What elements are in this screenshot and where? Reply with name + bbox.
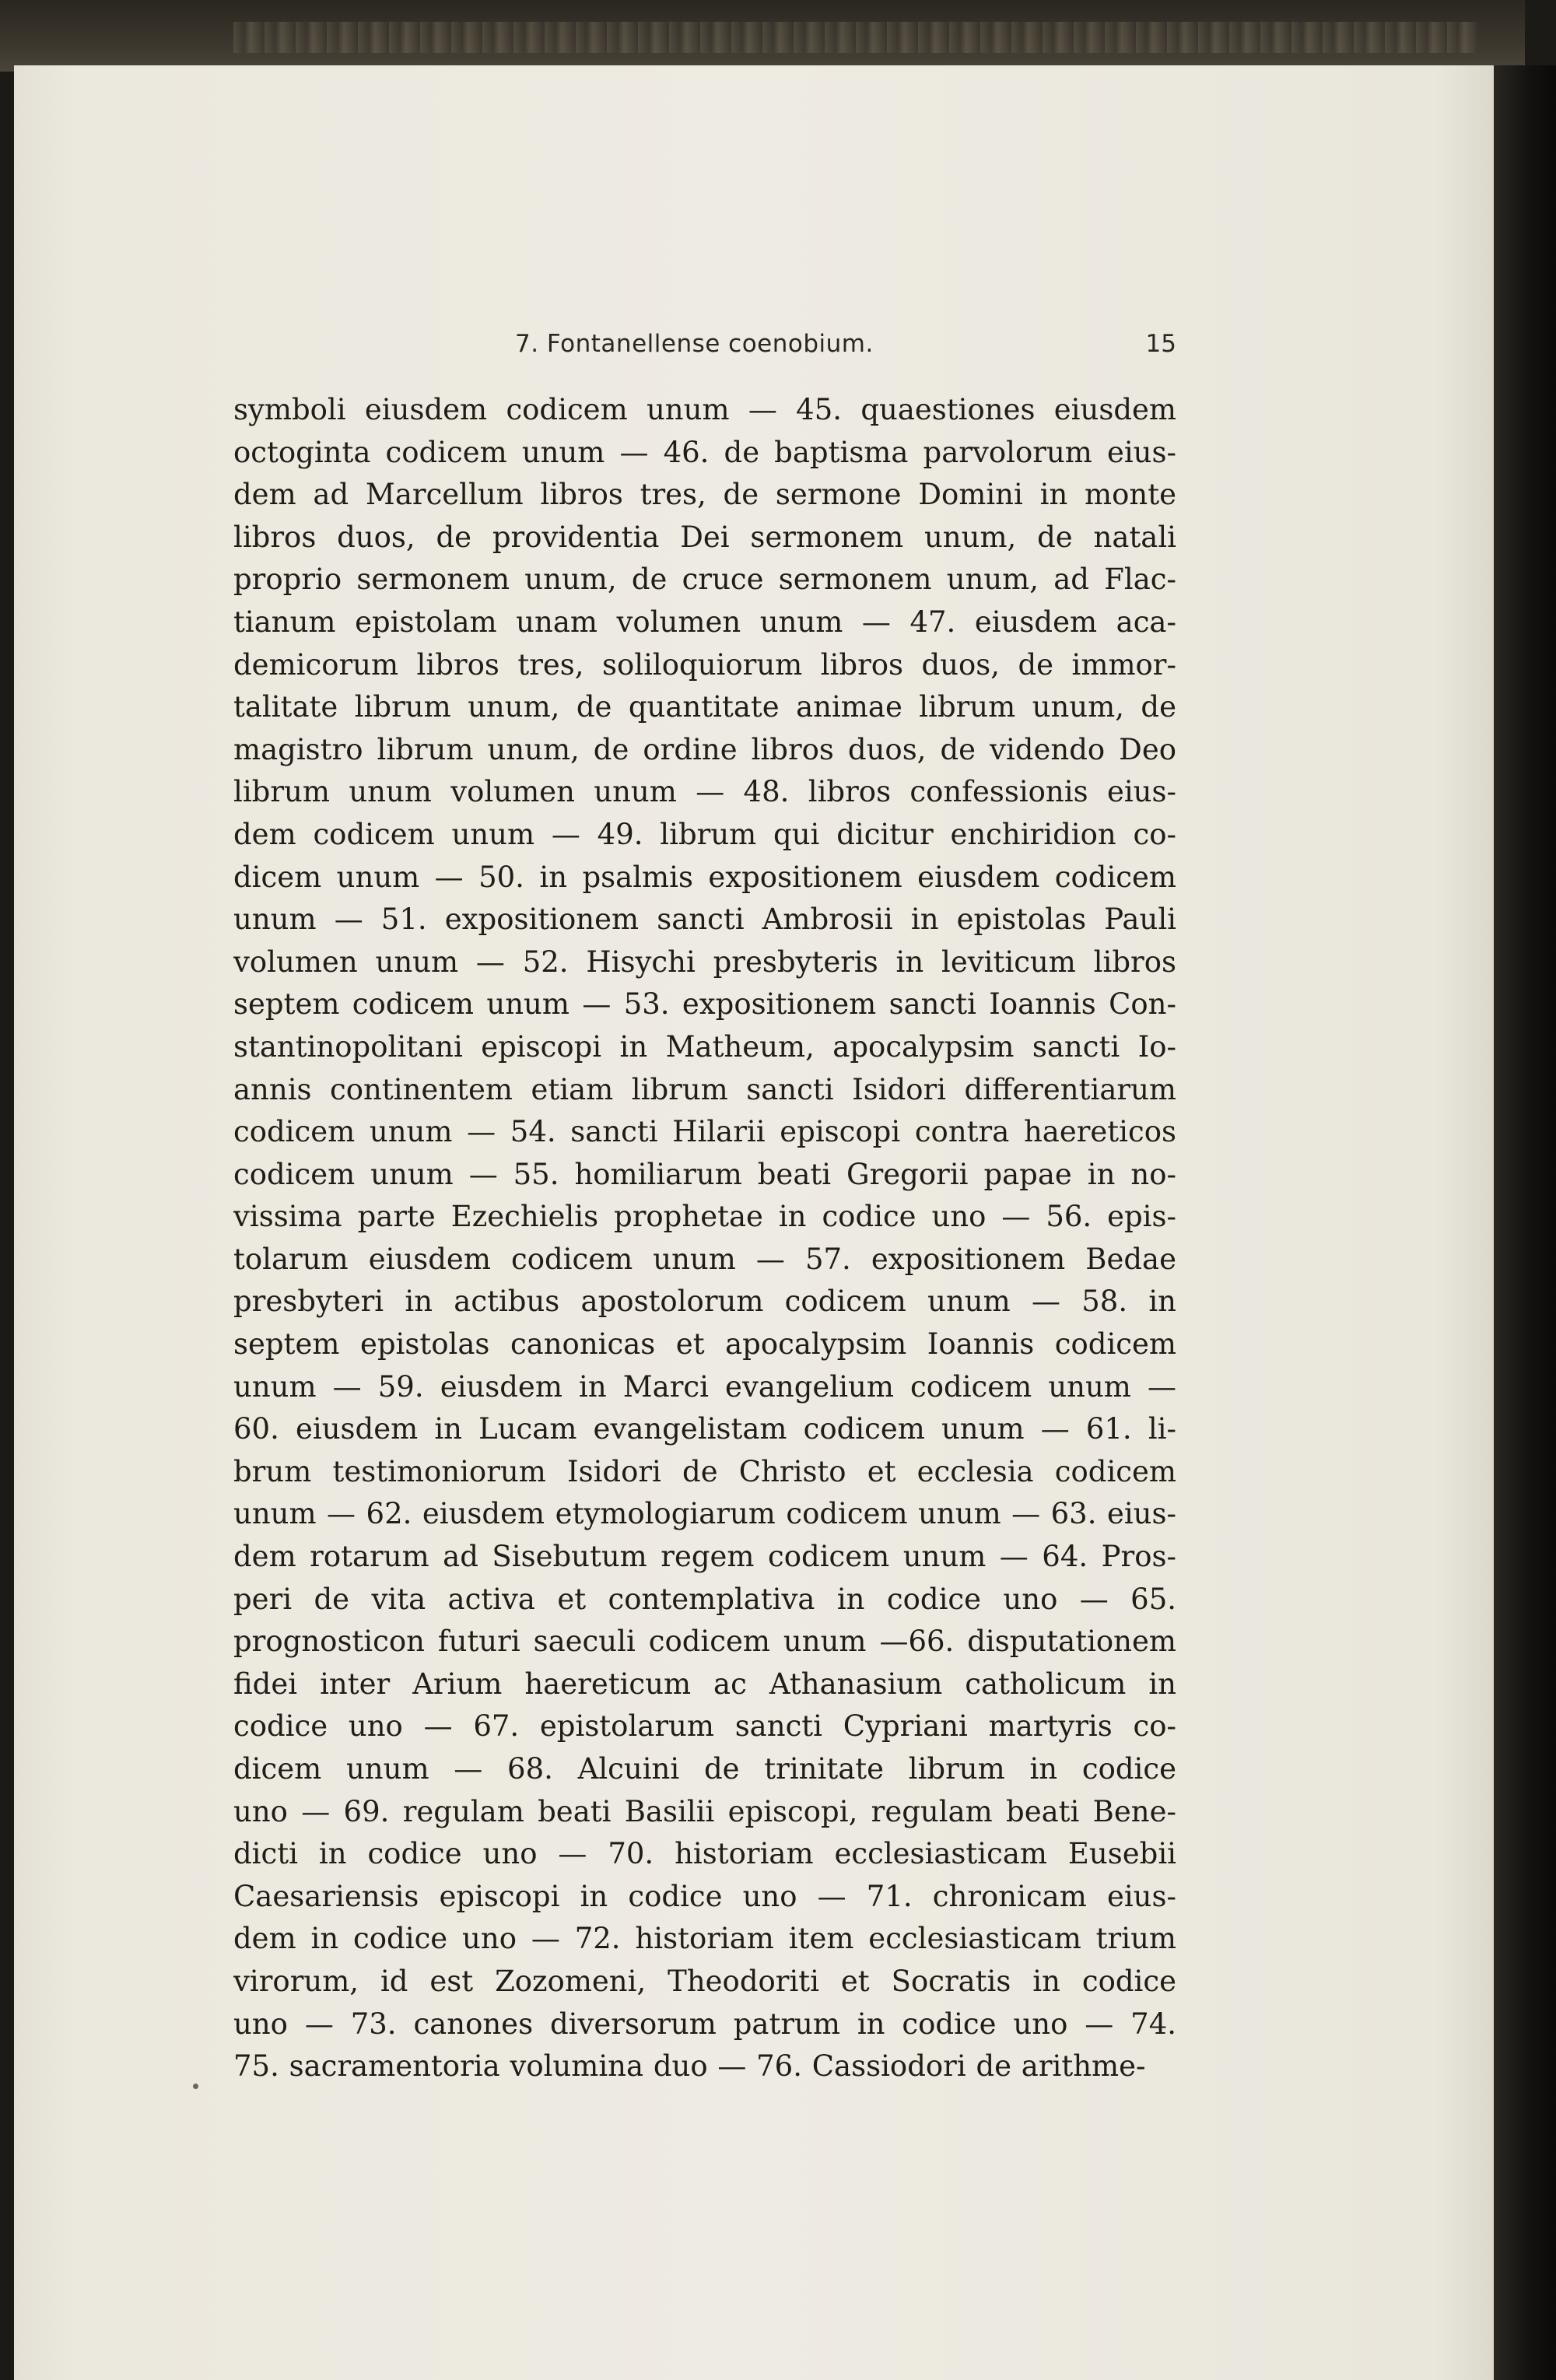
text-line: dem rotarum ad Sisebutum regem codicem unum — 64. Pros-	[233, 1540, 1176, 1574]
text-line: codicem unum — 54. sancti Hilarii episcopi contra haereticos	[233, 1115, 1176, 1149]
text-line: prognosticon futuri saeculi codicem unum —66. disputationem	[233, 1625, 1176, 1659]
text-line: volumen unum — 52. Hisychi presbyteris in leviticum libros	[233, 945, 1176, 979]
text-line: annis continentem etiam librum sancti Isidori differentiarum	[233, 1072, 1176, 1106]
binding-shadow	[1494, 65, 1556, 2380]
text-line: unum — 59. eiusdem in Marci evangelium codicem unum —	[233, 1369, 1176, 1404]
text-line: virorum, id est Zozomeni, Theodoriti et Socratis in codice	[233, 1964, 1176, 1998]
text-line: peri de vita activa et contemplativa in codice uno — 65.	[233, 1582, 1176, 1616]
text-line: vissima parte Ezechielis prophetae in codice uno — 56. epis-	[233, 1200, 1176, 1234]
text-line: dicem unum — 50. in psalmis expositionem eiusdem codicem	[233, 860, 1176, 894]
paper-speck	[193, 2084, 198, 2089]
text-line: talitate librum unum, de quantitate animae librum unum, de	[233, 690, 1176, 724]
text-line: Caesariensis episcopi in codice uno — 71. chronicam eius-	[233, 1879, 1176, 1913]
book-cover-edge	[0, 0, 1525, 72]
text-line: dem ad Marcellum libros tres, de sermone Domini in monte	[233, 478, 1176, 512]
text-line: demicorum libros tres, soliloquiorum libros duos, de immor-	[233, 647, 1176, 682]
text-line: tolarum eiusdem codicem unum — 57. expositionem Bedae	[233, 1242, 1176, 1276]
text-line: dem codicem unum — 49. librum qui dicitur enchiridion co-	[233, 817, 1176, 851]
text-line: dicti in codice uno — 70. historiam ecclesiasticam Eusebii	[233, 1837, 1176, 1871]
text-line: dicem unum — 68. Alcuini de trinitate librum in codice	[233, 1752, 1176, 1786]
text-line: brum testimoniorum Isidori de Christo et ecclesia codicem	[233, 1454, 1176, 1488]
page-header	[233, 321, 1176, 367]
text-line: octoginta codicem unum — 46. de baptisma parvolorum eius-	[233, 435, 1176, 469]
text-line: codicem unum — 55. homiliarum beati Gregorii papae in no-	[233, 1157, 1176, 1191]
text-line: presbyteri in actibus apostolorum codicem unum — 58. in	[233, 1285, 1176, 1319]
text-line: libros duos, de providentia Dei sermonem unum, de natali	[233, 520, 1176, 554]
text-line: unum — 51. expositionem sancti Ambrosii in epistolas Pauli	[233, 903, 1176, 937]
text-line: septem codicem unum — 53. expositionem sancti Ioannis Con-	[233, 987, 1176, 1022]
text-line: symboli eiusdem codicem unum — 45. quaestiones eiusdem	[233, 393, 1176, 426]
text-line: dem in codice uno — 72. historiam item ecclesiasticam trium	[233, 1922, 1176, 1956]
text-line: septem epistolas canonicas et apocalypsim Ioannis codicem	[233, 1327, 1176, 1362]
text-line: proprio sermonem unum, de cruce sermonem unum, ad Flac-	[233, 563, 1176, 597]
body-text	[233, 389, 1176, 2088]
text-line: librum unum volumen unum — 48. libros confessionis eius-	[233, 775, 1176, 809]
text-line: 75. sacramentoria volumina duo — 76. Cassiodori de arithme-	[233, 2049, 1146, 2084]
text-line: stantinopolitani episcopi in Matheum, apocalypsim sancti Io-	[233, 1029, 1176, 1064]
text-line: unum — 62. eiusdem etymologiarum codicem unum — 63. eius-	[233, 1497, 1176, 1531]
page-number: 15	[1145, 330, 1176, 358]
text-line: uno — 69. regulam beati Basilii episcopi, regulam beati Bene-	[233, 1794, 1176, 1828]
running-title: 7. Fontanellense coenobium.	[515, 330, 874, 358]
text-line: uno — 73. canones diversorum patrum in codice uno — 74.	[233, 2007, 1176, 2041]
text-line: tianum epistolam unam volumen unum — 47. eiusdem aca-	[233, 605, 1176, 639]
text-line: codice uno — 67. epistolarum sancti Cypriani martyris co-	[233, 1709, 1176, 1744]
text-line: magistro librum unum, de ordine libros duos, de videndo Deo	[233, 732, 1176, 766]
text-line: fidei inter Arium haereticum ac Athanasium catholicum in	[233, 1667, 1176, 1701]
text-line: 60. eiusdem in Lucam evangelistam codicem unum — 61. li-	[233, 1412, 1176, 1446]
